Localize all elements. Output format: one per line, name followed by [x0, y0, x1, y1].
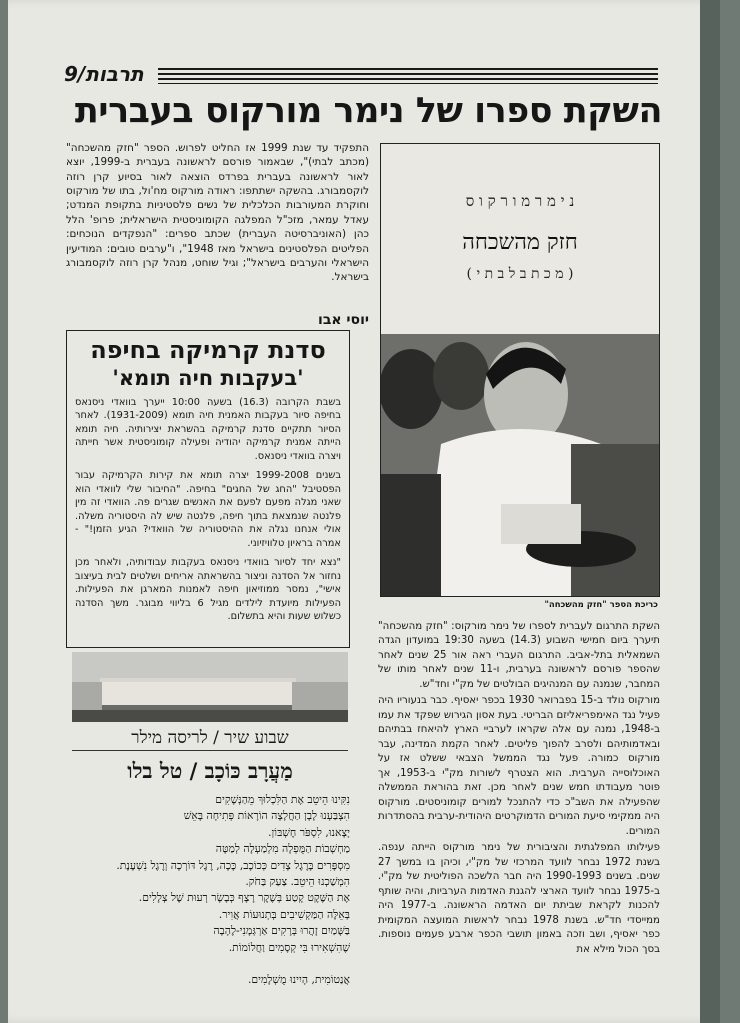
poem-title: מַעֲרָב כּוֹכָב / טל בלו: [127, 758, 293, 783]
photo-book-author: נ י מ ר מ ו ר ק ו ס: [465, 192, 575, 210]
photo-caption: כריכת הספר "חזק מהשכחה": [544, 600, 658, 610]
poem-line: בַּשָּׁמַיִם זָהֲרוּ בְּרָקִים אַרְגְּמָנִי-לֶהָבָה: [213, 924, 350, 938]
author-photo: [380, 143, 660, 597]
binder-edge: [700, 0, 720, 1023]
header-rule: [158, 68, 658, 84]
photo-book-subtitle: ( מ כ ת ב ל ב ת י ): [466, 266, 574, 282]
main-article: [378, 620, 660, 959]
poem-line: מַחְשְׁבוֹת הַמֻּפְלָה מִלְמַעְלָה לְמַטָּה: [215, 842, 350, 856]
poem-line: שֶׁהִשְׁאִירוּ בִּי קְסָמִים וַחֲלוֹמוֹת.: [228, 940, 350, 954]
intro-column: התפקיד עד שנת 1999 אז החליט לפרוש. הספר "חזק מהשכחה" (מכתב לבתי)", שבאמור פורסם לראשונה בעברית ב-1999, יוצא לאור לראשונה בעברית בפרדס הוצאה לאור בסיוע קרן רוזה לוקסמבורג. בהשקה ישתתפו: ראודה מורקוס מח'ול, בתו של מורקוס וחוקרת המעורבות הכלכלית של נשים פלסטיניות בתקופת המנדט; עאדל עמאר, מזכ"ל המפלגה הקומוניסטית הישראלית; פרופ' הלל כהן (האוניברסיטה העברית) שכתב ספרים: "הנפקדים הנוכחים: הפליטים הפלסטינים בישראל מאז 1948", ו"ערבים טובים: המודיעין הישראלי והערבים בישראל"; וגיל שוחט, מנהל קרן רוזה לוקסמבורג בישראל.: [66, 142, 369, 284]
article-paragraph: פעילותו המפלגתית והציבורית של נימר מורקוס הייתה ענפה. בשנת 1972 נבחר לוועד המרכזי של מק"י, וכיהן בו במשך 27 שנים. בשנים 1990-1993 היה חבר הלשכה הפוליטית של מק"י. ב-1975 נבחר לוועד הארצי להגנת האדמות הערביות, והיה שותף להכנות לקראת שביתת יום האדמה הראשונה. ב-1977 היה ממייסדי חד"ש. בשנת 1978 נבחר לראשות המועצה המקומית כפר יאסיף, ושב וזכה באמון תושבי הכפר ארבע פעמים נוספות. בסך הכול מילא את: [378, 842, 660, 955]
article-paragraph: מורקוס נולד ב-15 בפברואר 1930 בכפר יאסיף. כבר בנעוריו היה פעיל נגד האימפריאליזם הבריטי. בעת אסון הגירוש שפקד את עמו ב-1948, נמנה עם אלה שקראו לערביי הארץ להיאחז בבתיהם ובאדמותיהם ולסרב להפוך פליטים. לאחר הקמת המדינה, עבר מורקוס כמורה. פעל נגד הממשל הצבאי ששלט אז על האוכלוסייה הערבית. הוא הצטרף לשורות מק"י ב-1953, אך פוטר מעבודתו חמש שנים לאחר מכן. זאת בהוראת הממשלה שהפעילה את השב"כ כדי להתנכל למורים קומוניסטים. מורקוס היה ממקימי סיעת המורים הדמוקרטים היהודית-ערבית בהסתדרות המורים.: [378, 695, 661, 837]
box-subtitle: 'בעקבות חיה תומא': [112, 365, 304, 390]
newspaper-page: [8, 0, 720, 1023]
main-headline: השקת ספרו של נימר מורקוס בעברית: [74, 91, 662, 131]
poem-line: יָצָאנוּ, לִסְפֹּר חֶשְׁבּוֹן.: [268, 825, 350, 839]
author-photo-illustration: [381, 144, 659, 596]
poem-line: אֶת הַשֶּׁקֶט קָטַע בְּשֶׁקֶר רָצָף כְּבָשָׂר רְעוּת שֶׁל צְלָלִים.: [138, 891, 350, 905]
photo-book-title: חזק מהשכחה: [462, 230, 578, 255]
poem-line: אֲנַטוֹמִית, הָיִינוּ מֻשְׁלָמִים.: [247, 973, 350, 987]
box-title: סדנת קרמיקה בחיפה: [90, 336, 326, 364]
poem-line: הִמְשַׁכְנוּ הֵיטֵב. צַעַק בַּחֹק.: [245, 875, 350, 889]
poem-line: [72, 956, 350, 972]
box-paragraph: "נצא יחד לסיור בוואדי ניסנאס בעקבות עבודותיה, ולאחר מכן נחזור אל הסדנה וניצור בהשראתה אריחים ושלטים לבית בעיצוב אישי", נמסר ממוזיאון חיפה לאמנות המארגן את הפעילות. הפעילות מיועדת לילדים מגיל 6 בליווי מבוגר. משך הסדנה כשלוש שעות והיא בתשלום.: [75, 557, 341, 623]
poem-line: בְּאֵלֶּה הַמַּקְשִׁיבִים בְּתְנוּעוֹת אֲוִיר.: [218, 907, 350, 921]
poem-line: הִצְבַּעְנוּ לָבָן הַחֲלָצָה הוֹרָאוֹת פְּתִיחָה בָּאֵשׁ: [183, 809, 350, 823]
poem-body: [72, 792, 350, 989]
book-illustration: [72, 652, 348, 722]
box-paragraph: בשבת הקרובה (16.3) בשעה 10:00 ייערך בוואדי ניסנאס בחיפה סיור בעקבות האמנית חיה תומא (1931-2009). לאחר הסיור תתקיים סדנת קרמיקה בהשראת יצירותיה. חיה תומא הייתה אמנית קרמיקה יהודיה ופעילה קומוניסטית אשר חייתה ויצרה בוואדי ניסנאס.: [75, 396, 341, 462]
section-label: תרבות/9: [64, 62, 144, 86]
ceramics-workshop-box: [66, 330, 350, 648]
book-photo: [72, 652, 348, 722]
poem-line: נִקִּינוּ הֵיטֵב אֶת הַלִּכְלוּךְ מֵהַנְּשָׁקִים: [215, 793, 350, 806]
poem-line: מִסְפָּרִים בָּרֶגֶל צָדִים כְּכוֹכָב, כָּכָה, רֶגֶל דּוֹרְכָה וְרֶגֶל נִשְׁעֶנֶת.: [116, 858, 350, 872]
byline: יוסי אבו: [318, 312, 369, 328]
article-paragraph: השקת התרגום לעברית לספרו של נימר מורקוס: "חזק מהשכחה" תיערך ביום חמישי השבוע (14.3) בשעה 19:30 במועדון הגדה השמאלית בתל-אביב. התרגום העברי ראה אור 25 שנים לאחר שהספר פורסם לראשונה בערבית, ו-11 שנים לאחר מותו של המחבר, שנמנה עם המנהיגים הבולטים של מק"י וחד"ש.: [378, 621, 660, 690]
box-paragraph: בשנים 1999-2008 יצרה תומא את קירות הקרמיקה עבור הפסטיבל "החג של החגים" בחיפה. "החיבור שלי לוואדי הוא שאני מגלה מפעם לפעם את האנשים שגרים פה. הוואדי זה מין פלנטה שנמצאת בתוך חיפה, פלנטה שיש לה היסטוריה משלה. אולי אנחנו נגלה את ההיסטוריה של הוואדי? הגיע הזמן!" - אמרה בראיון טלוויזיוני.: [75, 470, 341, 549]
poem-column-header: שבוע שיר / לריסה מילר: [72, 728, 348, 751]
